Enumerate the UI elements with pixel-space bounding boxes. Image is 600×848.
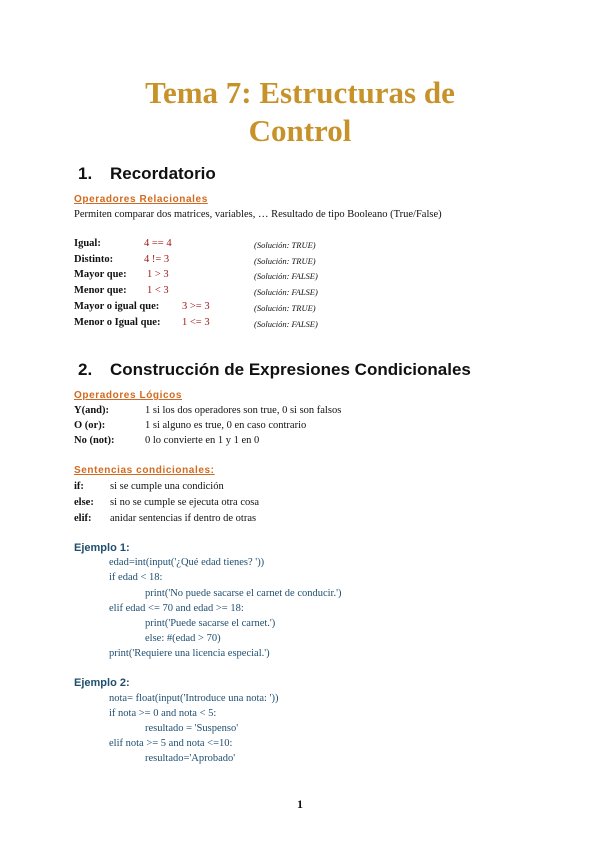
row-expr: 3 >= 3 <box>182 301 210 312</box>
row-label: Mayor que: <box>74 269 127 280</box>
code-line: if nota >= 0 and nota < 5: <box>109 708 217 719</box>
row-solution: (Solución: FALSE) <box>254 271 318 281</box>
code-line: print('Requiere una licencia especial.') <box>109 648 270 659</box>
row-expr: 1 <= 3 <box>182 317 210 328</box>
row-expr: 4 == 4 <box>144 238 172 249</box>
code-line: if edad < 18: <box>109 572 163 583</box>
row-label: Distinto: <box>74 254 114 265</box>
code-line: edad=int(input('¿Qué edad tienes? ')) <box>109 557 265 568</box>
section1-heading <box>78 164 216 184</box>
page-title-line2: Control <box>248 113 352 148</box>
row-expr: 1 < 3 <box>147 285 169 296</box>
row-expr: 4 != 3 <box>144 254 170 265</box>
logical-desc: 1 si los dos operadores son true, 0 si son falsos <box>145 405 342 416</box>
code-line: elif edad <= 70 and edad >= 18: <box>109 603 244 614</box>
relational-intro: Permiten comparar dos matrices, variables, … Resultado de tipo Booleano (True/False) <box>74 209 442 220</box>
conditional-label: if: <box>74 481 84 492</box>
logical-desc: 1 si alguno es true, 0 en caso contrario <box>145 420 307 431</box>
code-line: nota= float(input('Introduce una nota: ')) <box>109 693 279 704</box>
section1-number: 1. <box>78 164 93 183</box>
conditional-desc: si se cumple una condición <box>110 481 224 492</box>
section2-title: Construcción de Expresiones Condicionales <box>110 360 471 379</box>
code-line: elif nota >= 5 and nota <=10: <box>109 738 233 749</box>
logical-label: O (or): <box>74 420 106 431</box>
code-line: resultado = 'Suspenso' <box>145 723 239 734</box>
row-label: Igual: <box>74 238 101 249</box>
logical-subheading: Operadores Lógicos <box>74 390 183 401</box>
row-label: Mayor o igual que: <box>74 301 160 312</box>
conditional-desc: si no se cumple se ejecuta otra cosa <box>110 497 259 508</box>
conditional-desc: anidar sentencias if dentro de otras <box>110 513 257 524</box>
row-solution: (Solución: TRUE) <box>254 256 316 266</box>
code-line: print('Puede sacarse el carnet.') <box>145 618 276 629</box>
page-number: 1 <box>297 797 303 811</box>
section2-number: 2. <box>78 360 93 379</box>
row-solution: (Solución: FALSE) <box>254 319 318 329</box>
row-solution: (Solución: FALSE) <box>254 287 318 297</box>
row-label: Menor que: <box>74 285 127 296</box>
section1-title: Recordatorio <box>110 164 216 183</box>
logical-desc: 0 lo convierte en 1 y 1 en 0 <box>145 435 260 446</box>
conditional-label: else: <box>74 497 94 508</box>
page-title-line1: Tema 7: Estructuras de <box>145 75 455 110</box>
section2-heading <box>78 360 471 380</box>
code-line: print('No puede sacarse el carnet de conducir.') <box>145 588 342 599</box>
row-solution: (Solución: TRUE) <box>254 240 316 250</box>
row-expr: 1 > 3 <box>147 269 169 280</box>
code-line: else: #(edad > 70) <box>145 633 221 644</box>
example2-title: Ejemplo 2: <box>74 677 130 689</box>
relational-subheading: Operadores Relacionales <box>74 194 208 205</box>
logical-label: Y(and): <box>74 405 110 416</box>
row-solution: (Solución: TRUE) <box>254 303 316 313</box>
logical-label: No (not): <box>74 435 115 446</box>
conditional-label: elif: <box>74 513 92 524</box>
conditional-subheading: Sentencias condicionales: <box>74 465 215 476</box>
row-label: Menor o Igual que: <box>74 317 161 328</box>
example1-title: Ejemplo 1: <box>74 542 130 554</box>
code-line: resultado='Aprobado' <box>145 753 236 764</box>
